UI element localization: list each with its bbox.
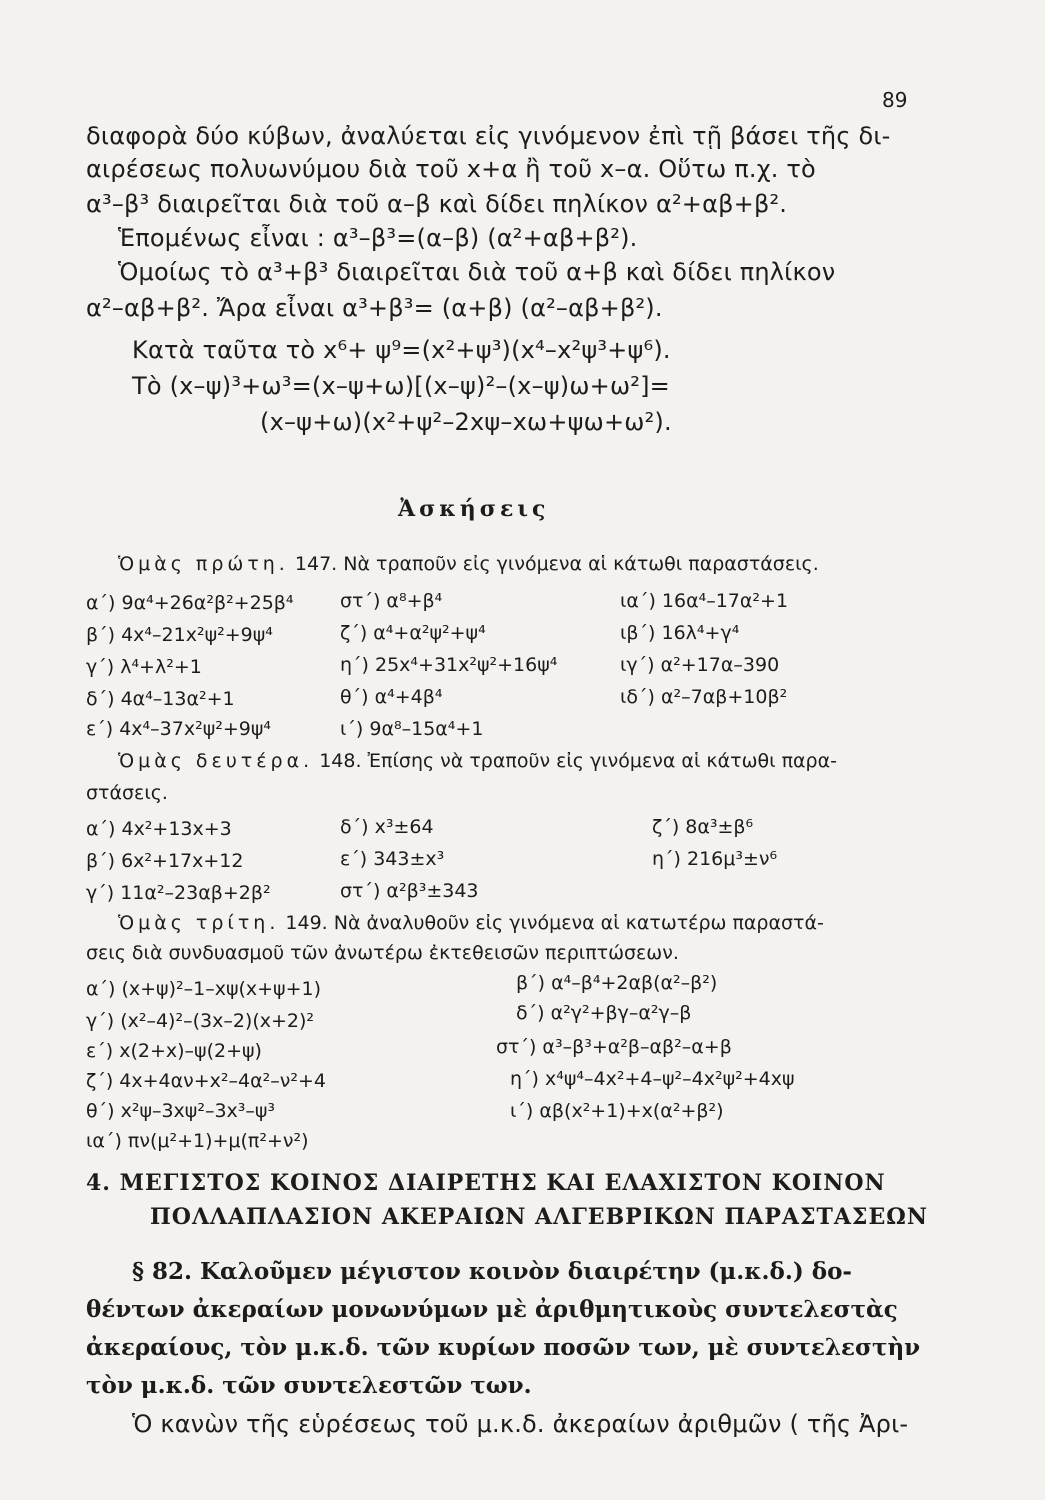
exercise-item: ε΄) x(2+x)–ψ(2+ψ) — [86, 1040, 262, 1062]
exercise-item: ε΄) 343±x³ — [340, 848, 445, 870]
text-line: σεις διὰ συνδυασμοῦ τῶν ἀνωτέρω ἐκτεθεισῶν περιπτώσεων. — [86, 942, 679, 964]
group-label: Ὁμὰς δευτέρα. 148. Ἐπίσης νὰ τραποῦν εἰς γινόμενα αἱ κάτωθι παρα- — [118, 750, 837, 772]
exercise-item: δ΄) α²γ²+βγ–α²γ–β — [516, 1002, 692, 1024]
exercise-item: ε΄) 4x⁴–37x²ψ²+9ψ⁴ — [86, 718, 272, 740]
exercise-item: β΄) 6x²+17x+12 — [86, 850, 244, 872]
exercise-item: δ΄) 4α⁴–13α²+1 — [86, 688, 235, 710]
section-heading: 4. ΜΕΓΙΣΤΟΣ ΚΟΙΝΟΣ ΔΙΑΙΡΕΤΗΣ ΚΑΙ ΕΛΑΧΙΣΤΟΝ ΚΟΙΝΟΝ — [86, 1170, 886, 1196]
definition-line: ἀκεραίους, τὸν μ.κ.δ. τῶν κυρίων ποσῶν των, μὲ συντελεστὴν — [86, 1334, 921, 1361]
exercise-item: γ΄) (x²–4)²–(3x–2)(x+2)² — [86, 1010, 315, 1032]
exercise-item: γ΄) λ⁴+λ²+1 — [86, 656, 202, 678]
group-label: Ὁμὰς πρώτη. 147. Νὰ τραποῦν εἰς γινόμενα αἱ κάτωθι παραστάσεις. — [118, 553, 819, 575]
exercises-title: Ἀσκήσεις — [398, 496, 550, 522]
exercise-item: η΄) x⁴ψ⁴–4x²+4–ψ²–4x²ψ²+4xψ — [510, 1068, 795, 1090]
exercise-item: ζ΄) 4x+4αν+x²–4α²–ν²+4 — [86, 1070, 327, 1092]
exercise-item: ια΄) 16α⁴–17α²+1 — [620, 590, 789, 612]
exercise-item: ζ΄) α⁴+α²ψ²+ψ⁴ — [340, 622, 486, 644]
exercise-item: β΄) 4x⁴–21x²ψ²+9ψ⁴ — [86, 624, 273, 646]
definition-line: § 82. Καλοῦμεν μέγιστον κοινὸν διαιρέτην (μ.κ.δ.) δο- — [132, 1258, 852, 1285]
exercise-item: στ΄) α²β³±343 — [340, 880, 479, 902]
exercise-item: η΄) 216μ³±ν⁶ — [652, 848, 778, 870]
exercise-item: ιγ΄) α²+17α–390 — [620, 654, 780, 676]
page-number: 89 — [882, 88, 908, 112]
exercise-item: η΄) 25x⁴+31x²ψ²+16ψ⁴ — [340, 654, 558, 676]
exercise-item: α΄) 4x²+13x+3 — [86, 818, 232, 840]
exercise-item: ι΄) αβ(x²+1)+x(α²+β²) — [510, 1100, 724, 1122]
exercise-item: ια΄) πν(μ²+1)+μ(π²+ν²) — [86, 1130, 309, 1152]
exercise-item: ι΄) 9α⁸–15α⁴+1 — [340, 718, 484, 740]
exercise-item: ιβ΄) 16λ⁴+γ⁴ — [620, 622, 740, 644]
exercise-item: ιδ΄) α²–7αβ+10β² — [620, 686, 788, 708]
exercise-item: δ΄) x³±64 — [340, 816, 434, 838]
exercise-item: α΄) 9α⁴+26α²β²+25β⁴ — [86, 592, 294, 614]
group-label: Ὁμὰς τρίτη. 149. Νὰ ἀναλυθοῦν εἰς γινόμενα αἱ κατωτέρω παραστά- — [118, 912, 824, 934]
formula-line: (x–ψ+ω)(x²+ψ²–2xψ–xω+ψω+ω²). — [260, 408, 672, 436]
formula-line: Κατὰ ταῦτα τὸ x⁶+ ψ⁹=(x²+ψ³)(x⁴–x²ψ³+ψ⁶). — [132, 336, 671, 364]
text-line: α²–αβ+β². Ἄρα εἶναι α³+β³= (α+β) (α²–αβ+β²). — [86, 294, 663, 322]
exercise-item: θ΄) α⁴+4β⁴ — [340, 686, 443, 708]
text-line: διαφορὰ δύο κύβων, ἀναλύεται εἰς γινόμενον ἐπὶ τῇ βάσει τῆς δι- — [86, 122, 891, 150]
exercise-item: γ΄) 11α²–23αβ+2β² — [86, 882, 271, 904]
text-line: Ὁμοίως τὸ α³+β³ διαιρεῖται διὰ τοῦ α+β καὶ δίδει πηλίκον — [118, 258, 836, 286]
text-line: Ἑπομένως εἶναι : α³–β³=(α–β) (α²+αβ+β²). — [118, 224, 638, 252]
text-line: α³–β³ διαιρεῖται διὰ τοῦ α–β καὶ δίδει πηλίκον α²+αβ+β². — [86, 190, 788, 218]
exercise-item: ζ΄) 8α³±β⁶ — [652, 816, 754, 838]
definition-line: τὸν μ.κ.δ. τῶν συντελεστῶν των. — [86, 1372, 532, 1399]
exercise-item: στ΄) α⁸+β⁴ — [340, 590, 443, 612]
exercise-item: στ΄) α³–β³+α²β–αβ²–α+β — [496, 1036, 732, 1058]
exercise-item: θ΄) x²ψ–3xψ²–3x³–ψ³ — [86, 1100, 276, 1122]
exercise-item: α΄) (x+ψ)²–1–xψ(x+ψ+1) — [86, 978, 322, 1000]
formula-line: Τὸ (x–ψ)³+ω³=(x–ψ+ω)[(x–ψ)²–(x–ψ)ω+ω²]= — [132, 372, 670, 400]
text-line: Ὁ κανὼν τῆς εὑρέσεως τοῦ μ.κ.δ. ἀκεραίων ἀριθμῶν ( τῆς Ἀρι- — [132, 1410, 909, 1438]
section-heading: ΠΟΛΛΑΠΛΑΣΙΟΝ ΑΚΕΡΑΙΩΝ ΑΛΓΕΒΡΙΚΩΝ ΠΑΡΑΣΤΑΣΕΩΝ — [150, 1204, 928, 1230]
text-line: αιρέσεως πολυωνύμου διὰ τοῦ x+α ἢ τοῦ x–α. Οὕτω π.χ. τὸ — [86, 155, 816, 183]
definition-line: θέντων ἀκεραίων μονωνύμων μὲ ἀριθμητικοὺς συντελεστὰς — [86, 1296, 898, 1323]
exercise-item: β΄) α⁴–β⁴+2αβ(α²–β²) — [516, 972, 718, 994]
text-line: στάσεις. — [86, 782, 168, 804]
